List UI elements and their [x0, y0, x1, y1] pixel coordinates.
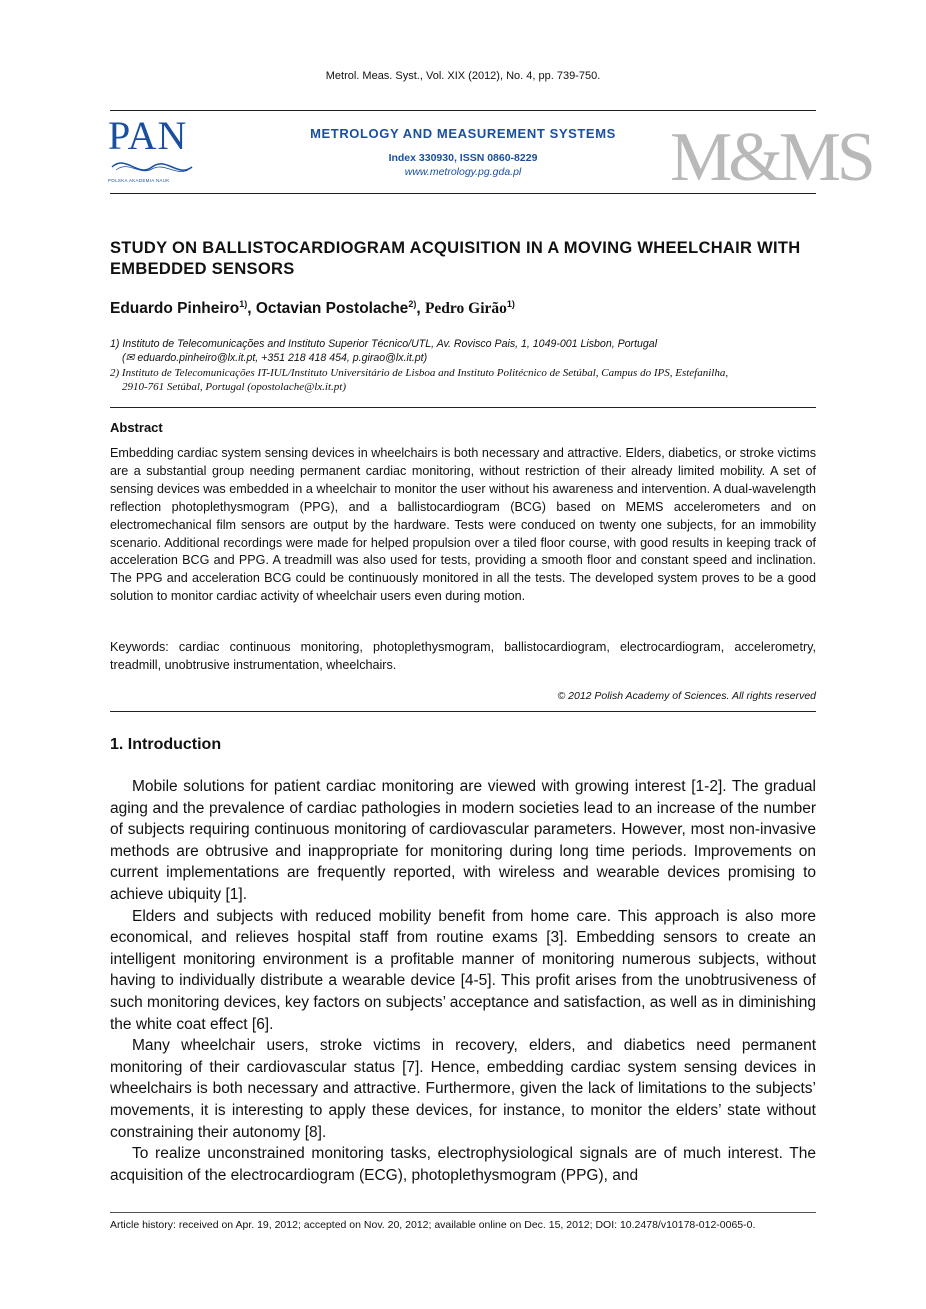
intro-paragraph: Mobile solutions for patient cardiac monitoring are viewed with growing interest [1-2]. The gradual aging and the prevalence of cardiac pathologies in modern societies lead to an increase of the number of subjects requiring continuous monitoring of cardiovascular parameters. However, most non-invasive methods are obtrusive and inappropriate for monitoring during long time periods. Improvements on current implementations are frequently reported, with wireless and wearable devices promising to achieve ubiquity [1].	[110, 778, 816, 903]
abstract-top-rule	[110, 407, 816, 408]
pan-logo-subtitle: POLSKA AKADEMIA NAUK	[108, 178, 170, 183]
svg-text:M&MS: M&MS	[670, 119, 872, 196]
journal-index: Index 330930, ISSN 0860-8229	[388, 152, 538, 164]
author-name: Eduardo Pinheiro	[110, 300, 240, 318]
affiliation-2-contact: 2910-761 Setúbal, Portugal (opostolache@lx.it.pt)	[122, 381, 346, 393]
pan-logo	[108, 113, 196, 188]
footer-rule	[110, 1212, 816, 1213]
journal-citation: Metrol. Meas. Syst., Vol. XIX (2012), No. 4, pp. 739-750.	[325, 70, 601, 82]
abstract-heading: Abstract	[110, 420, 163, 435]
pan-logo-swirl-icon	[108, 156, 196, 178]
mms-logo-icon	[668, 118, 872, 196]
pan-logo-text: PAN	[108, 113, 188, 158]
affiliation-2: 2) Instituto de Telecomunicações IT-IUL/Instituto Universitário de Lisboa and Instituto Politécnico de Setúbal, Campus do IPS, Estefanilha,	[110, 367, 729, 379]
journal-title: METROLOGY AND MEASUREMENT SYSTEMS	[310, 126, 616, 141]
affiliation-1: 1) Instituto de Telecomunicações and Instituto Superior Técnico/UTL, Av. Rovisco Pais, 1, 1049-001 Lisbon, Portugal	[110, 338, 658, 350]
journal-url[interactable]: www.metrology.pg.gda.pl	[404, 166, 522, 178]
author-affiliation-mark: 2)	[408, 299, 417, 309]
abstract-bottom-rule	[110, 711, 816, 712]
header-top-rule	[110, 110, 816, 111]
intro-paragraph: To realize unconstrained monitoring tasks, electrophysiological signals are of much interest. The acquisition of the electrocardiogram (ECG), photoplethysmogram (PPG), and	[110, 1145, 816, 1184]
introduction-body	[110, 776, 816, 1186]
article-history: Article history: received on Apr. 19, 2012; accepted on Nov. 20, 2012; available online on Dec. 15, 2012; DOI: 10.2478/v10178-012-0065-0.	[110, 1219, 756, 1231]
author-separator: ,	[247, 300, 256, 318]
keywords: Keywords: cardiac continuous monitoring, photoplethysmogram, ballistocardiogram, electrocardiogram, accelerometry, treadmill, unobtrusive instrumentation, wheelchairs.	[110, 640, 816, 672]
intro-paragraph: Elders and subjects with reduced mobility benefit from home care. This approach is also more economical, and relieves hospital staff from routine exams [3]. Embedding sensors to create an intelligent monitoring environment is a profitable manner of monitoring numerous subjects, without having to individually distribute a wearable device [4-5]. This profit arises from the unobtrusiveness of such monitoring devices, key factors on subjects’ acceptance and satisfaction, as well as in diminishing the white coat effect [6].	[110, 907, 816, 1033]
author-affiliation-mark: 1)	[239, 299, 248, 309]
author-name: Octavian Postolache	[255, 300, 409, 318]
affiliation-1-contact: (✉ eduardo.pinheiro@lx.it.pt, +351 218 418 454, p.girao@lx.it.pt)	[122, 352, 428, 364]
copyright-notice: © 2012 Polish Academy of Sciences. All rights reserved	[557, 690, 816, 702]
intro-paragraph: Many wheelchair users, stroke victims in recovery, elders, and diabetics need permanent monitoring of their cardiovascular status [7]. Hence, embedding cardiac system sensing devices in wheelchairs is both necessary and attractive. Furthermore, given the lack of limitations to the subjects’ movements, it is interesting to apply these devices, for instance, to monitor the elders’ state without constraining their autonomy [8].	[110, 1037, 816, 1141]
author-list	[110, 299, 816, 318]
section-heading: 1. Introduction	[110, 736, 222, 753]
author-name: Pedro Girão	[424, 300, 507, 318]
mms-logo	[668, 118, 872, 196]
author-affiliation-mark: 1)	[506, 299, 515, 309]
paper-title: STUDY ON BALLISTOCARDIOGRAM ACQUISITION IN A MOVING WHEELCHAIR WITH EMBEDDED SENSORS	[110, 239, 801, 278]
header-bottom-rule	[110, 193, 816, 194]
author-separator: ,	[416, 300, 425, 318]
abstract-text: Embedding cardiac system sensing devices in wheelchairs is both necessary and attractive. Elders, diabetics, or stroke victims are a substantial group needing permanent cardiac monitoring, without restriction of their already limited mobility. A set of sensing devices was embedded in a wheelchair to monitor the user without his awareness and intervention. A dual-wavelength reflection photoplethysmogram (PPG), and a ballistocardiogram (BCG) based on MEMS accelerometers and on electromechanical film sensors are output by the hardware. Tests were conduced on twenty one subjects, for an immobility scenario. Additional recordings were made for helped propulsion over a tiled floor course, with good results in keeping track of acceleration BCG and PPG. A treadmill was also used for tests, providing a smooth floor and constant speed and inclination. The PPG and acceleration BCG could be continuously monitored in all the tests. The developed system proves to be a good solution to monitor cardiac activity of wheelchair users even during motion.	[110, 446, 816, 604]
